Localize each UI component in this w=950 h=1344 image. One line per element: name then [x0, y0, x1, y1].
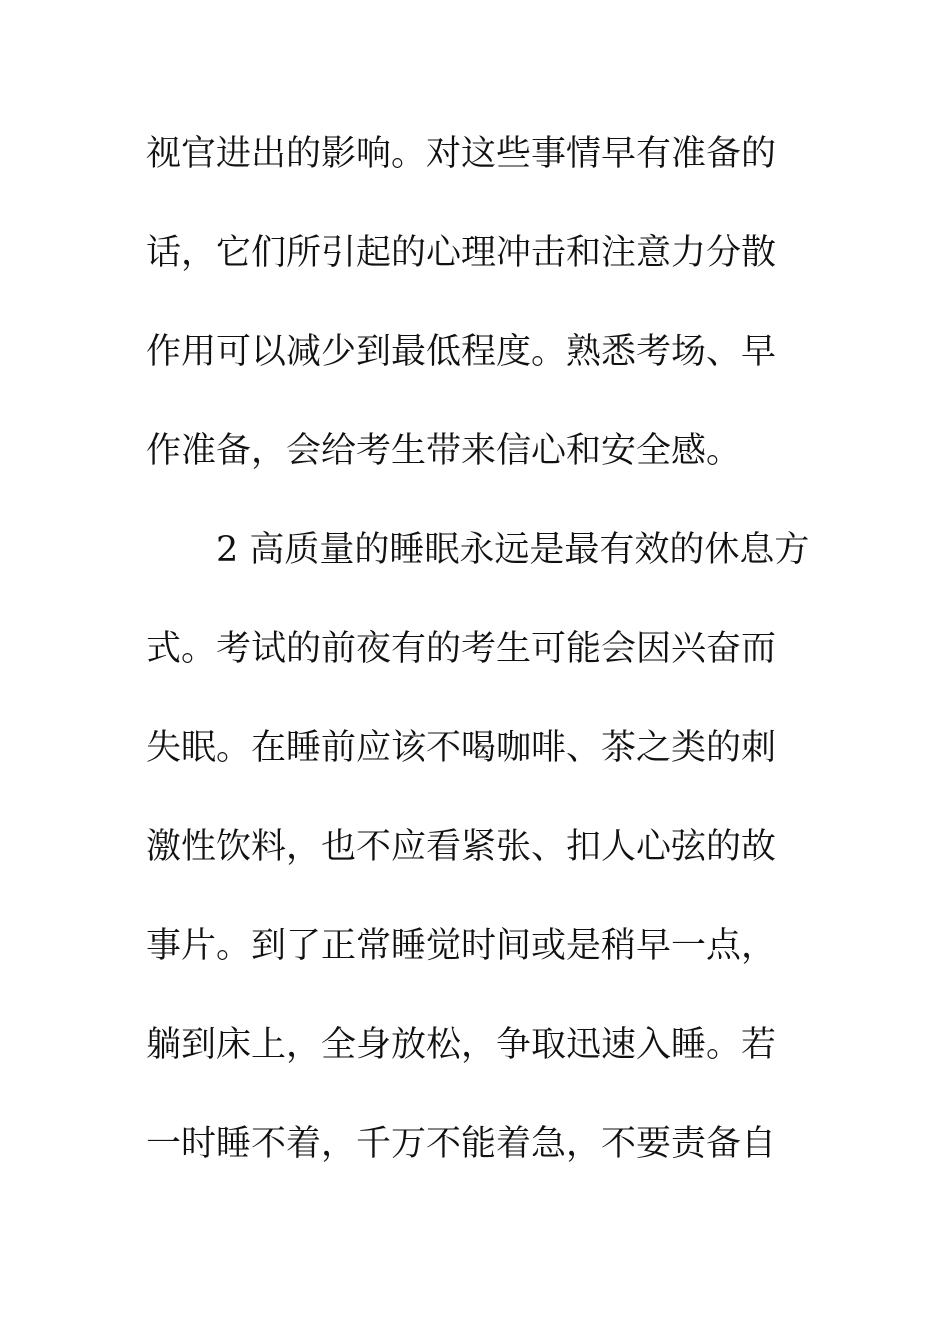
text-line: 作准备，会给考生带来信心和安全感。	[146, 431, 742, 471]
text-line: 话，它们所引起的心理冲击和注意力分散	[146, 233, 777, 273]
text-line: 失眠。在睡前应该不喝咖啡、茶之类的刺	[146, 728, 777, 768]
body-text	[146, 121, 826, 1210]
text-line: 视官进出的影响。对这些事情早有准备的	[146, 134, 777, 174]
text-line: 躺到床上，全身放松，争取迅速入睡。若	[146, 1025, 777, 1065]
text-line: 一时睡不着，千万不能着急，不要责备自	[146, 1124, 777, 1164]
text-line: 式。考试的前夜有的考生可能会因兴奋而	[146, 629, 777, 669]
text-line: 激性饮料，也不应看紧张、扣人心弦的故	[146, 827, 777, 867]
text-line: 作用可以减少到最低程度。熟悉考场、早	[146, 332, 777, 372]
paragraph-start-line: 2 高质量的睡眠永远是最有效的休息方	[216, 530, 810, 570]
text-line: 事片。到了正常睡觉时间或是稍早一点，	[146, 926, 777, 966]
